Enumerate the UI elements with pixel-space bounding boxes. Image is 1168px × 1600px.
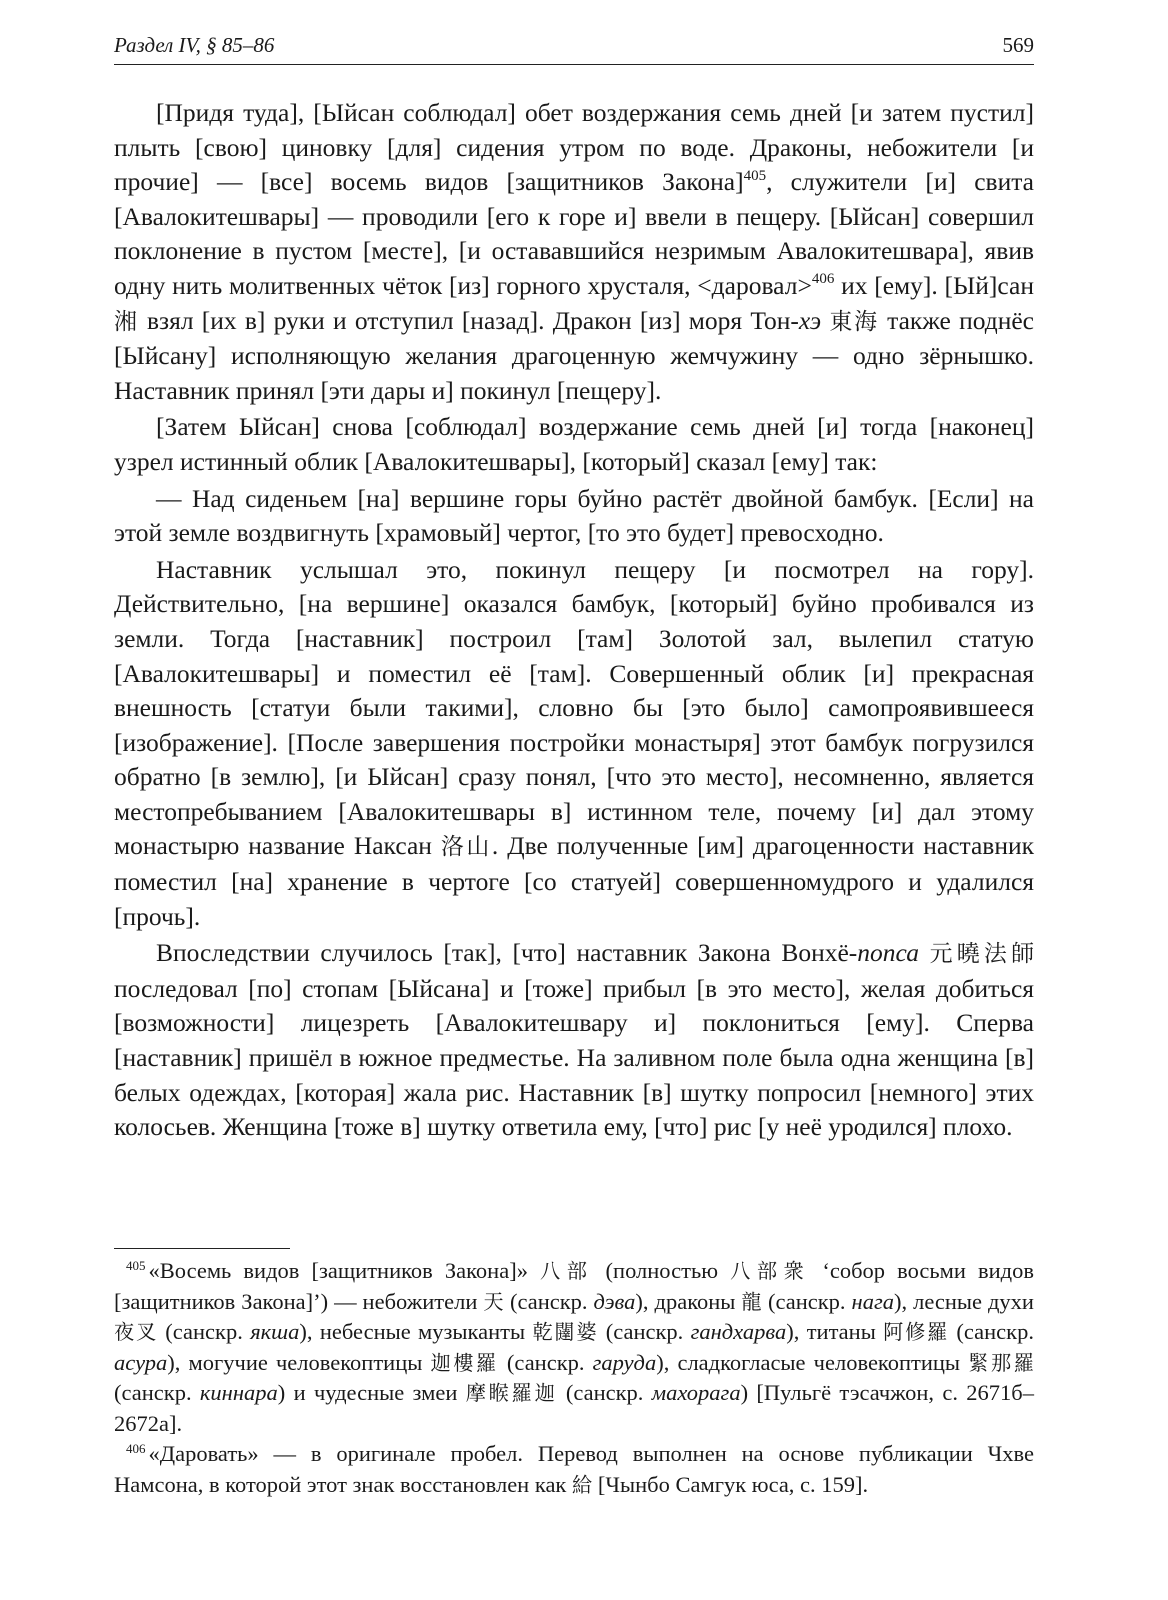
italic-term: хэ <box>798 305 822 335</box>
text-run: (санскр. <box>504 1288 594 1314</box>
paragraph <box>114 553 1034 935</box>
main-text <box>114 96 1034 1145</box>
italic-term: попса <box>857 938 919 968</box>
text-run: ‘собор восьми видов [защитников Закона]’) — небожители <box>114 1258 1034 1314</box>
footnotes <box>114 1256 1034 1500</box>
chinese-characters: 八部 <box>540 1259 594 1283</box>
text-run: также поднёс [Ыйсану] исполняющую желания драгоценную жемчужину — одно зёрнышко. Наставник принял [эти дары и] покинул [пещеру]. <box>114 305 1034 405</box>
text-run: ) [Пульгё тэсачжон, с. 2671б–2672а]. <box>114 1380 1034 1436</box>
chinese-characters: 湘 <box>114 308 139 335</box>
text-run: ), титаны <box>786 1319 884 1344</box>
text-run: Впоследствии случилось [так], [что] наставник Закона Вонхё- <box>156 938 858 968</box>
text-run: ), небесные музыканты <box>299 1319 533 1344</box>
text-run: — Над сиденьем [на] вершине горы буйно растёт двойной бамбук. [Если] на этой земле воздвигнуть [храмовый] чертог, [то это будет] превосходно. <box>114 483 1034 548</box>
paragraph <box>114 96 1034 408</box>
italic-term: гаруда <box>592 1349 657 1375</box>
chinese-characters: 給 <box>572 1472 593 1497</box>
italic-term: гандхарва <box>690 1319 787 1344</box>
text-run: [Придя туда], [Ыйсан соблюдал] обет воздержания семь дней [и затем пустил] плыть [свою] циновку [для] сидения утром по воде. Драконы, небожители [и прочие] — [все] восемь видов [защитников Закона] <box>114 98 1034 197</box>
text-run <box>919 938 930 967</box>
footnote-number: 405 <box>126 1257 146 1273</box>
italic-term: махорага <box>651 1380 741 1405</box>
footnote <box>114 1256 1034 1439</box>
text-run: ), сладкогласые человекоптицы <box>656 1349 969 1375</box>
text-run: ), драконы <box>635 1288 742 1314</box>
chinese-characters: 元曉法師 <box>929 941 1035 968</box>
text-run: ) и чудесные змеи <box>277 1380 466 1405</box>
footnote <box>114 1439 1034 1500</box>
paragraph <box>114 410 1034 479</box>
text-run: «Даровать» — в оригинале пробел. Перевод выполнен на основе публикации Чхве Намсона, в которой этот знак восстановлен как <box>114 1441 1034 1497</box>
text-run: (санскр. <box>557 1380 652 1405</box>
page-number: 569 <box>1002 33 1034 57</box>
text-run: их [ему]. [Ый]сан <box>834 270 1034 300</box>
italic-term: дэва <box>593 1288 636 1314</box>
italic-term: асура <box>114 1349 168 1375</box>
text-run: взял [их в] руки и отступил [назад]. Дракон [из] моря Тон- <box>138 305 799 335</box>
chinese-characters: 緊那羅 <box>968 1350 1034 1375</box>
chinese-characters: 迦樓羅 <box>430 1350 499 1375</box>
text-run: (санскр. <box>114 1380 200 1405</box>
chinese-characters: 八部衆 <box>730 1259 811 1283</box>
section-reference: Раздел IV, § 85–86 <box>114 33 275 57</box>
text-run: Наставник услышал это, покинул пещеру [и посмотрел на гору]. Действительно, [на вершине] оказался бамбук, [который] буйно пробивался из земли. Тогда [наставник] построил [там] Золотой зал, вылепил статую [Авалокитешвары] и поместил её [там]. Совершенный облик [и] прекрасная внешность [статуи были такими], словно бы [это было] самопроявившееся [изображение]. [После завершения постройки монастыря] этот бамбук погрузился обратно [в землю], [и Ыйсан] сразу понял, [что это место], несомненно, является местопребыванием [Авалокитешвары в] истинном теле, почему [и] дал этому монастырю название Наксан <box>114 554 1034 861</box>
text-run: (санскр. <box>762 1288 852 1314</box>
text-run: , служители [и] свита [Авалокитешвары] — проводили [его к горе и] ввели в пещеру. [Ыйсан] совершил поклонение в пустом [месте], [и остававшийся незримым Авалокитешвара], явив одну нить молитвенных чёток [из] горного хрусталя, <даровал> <box>114 167 1034 300</box>
text-run: (санскр. <box>598 1319 691 1344</box>
footnote-reference: 405 <box>743 167 767 184</box>
text-run: «Восемь видов [защитников Закона]» <box>148 1258 541 1283</box>
footnote-reference: 406 <box>811 271 835 288</box>
footnote-number: 406 <box>126 1440 146 1456</box>
chinese-characters: 洛山 <box>440 834 492 861</box>
text-run: последовал [по] стопам [Ыйсана] и [тоже] прибыл [в это место], желая добиться [возможности] лицезреть [Авалокитешвару и] поклониться [ему]. Сперва [наставник] пришёл в южное предместье. На заливном поле была одна женщина [в] белых одеждах, [которая] жала рис. Наставник [в] шутку попросил [немного] этих колосьев. Женщина [тоже в] шутку ответила ему, [что] рис [у неё уродился] плохо. <box>114 973 1034 1142</box>
text-run: [Чынбо Самгук юса, с. 159]. <box>592 1471 869 1497</box>
chinese-characters: 東海 <box>829 308 879 335</box>
text-run: (санскр. <box>949 1319 1034 1344</box>
paragraph <box>114 482 1034 551</box>
chinese-characters: 阿修羅 <box>883 1320 950 1344</box>
italic-term: якша <box>250 1319 300 1344</box>
text-run: (санскр. <box>157 1319 251 1344</box>
text-run: (санскр. <box>498 1349 593 1375</box>
chinese-characters: 乾闥婆 <box>532 1320 599 1344</box>
chinese-characters: 龍 <box>741 1289 762 1314</box>
running-header <box>114 30 1034 65</box>
text-run: [Затем Ыйсан] снова [соблюдал] воздержание семь дней [и] тогда [наконец] узрел истинный облик [Авалокитешвары], [который] сказал [ему] так: <box>114 412 1034 476</box>
italic-term: киннара <box>199 1380 278 1405</box>
text-run: ), лесные духи <box>894 1288 1034 1314</box>
italic-term: нага <box>851 1288 894 1314</box>
footnote-separator <box>114 1248 290 1249</box>
text-run: (полностью <box>593 1258 731 1283</box>
chinese-characters: 摩睺羅迦 <box>465 1381 558 1405</box>
text-run: ), могучие человекоптицы <box>167 1349 431 1375</box>
chinese-characters: 天 <box>483 1289 504 1314</box>
paragraph <box>114 936 1034 1145</box>
text-run: . Две полученные [им] драгоценности наставник поместил [на] хранение в чертоге [со статуей] совершенномудрого и удалился [прочь]. <box>114 831 1035 931</box>
chinese-characters: 夜叉 <box>114 1320 158 1344</box>
